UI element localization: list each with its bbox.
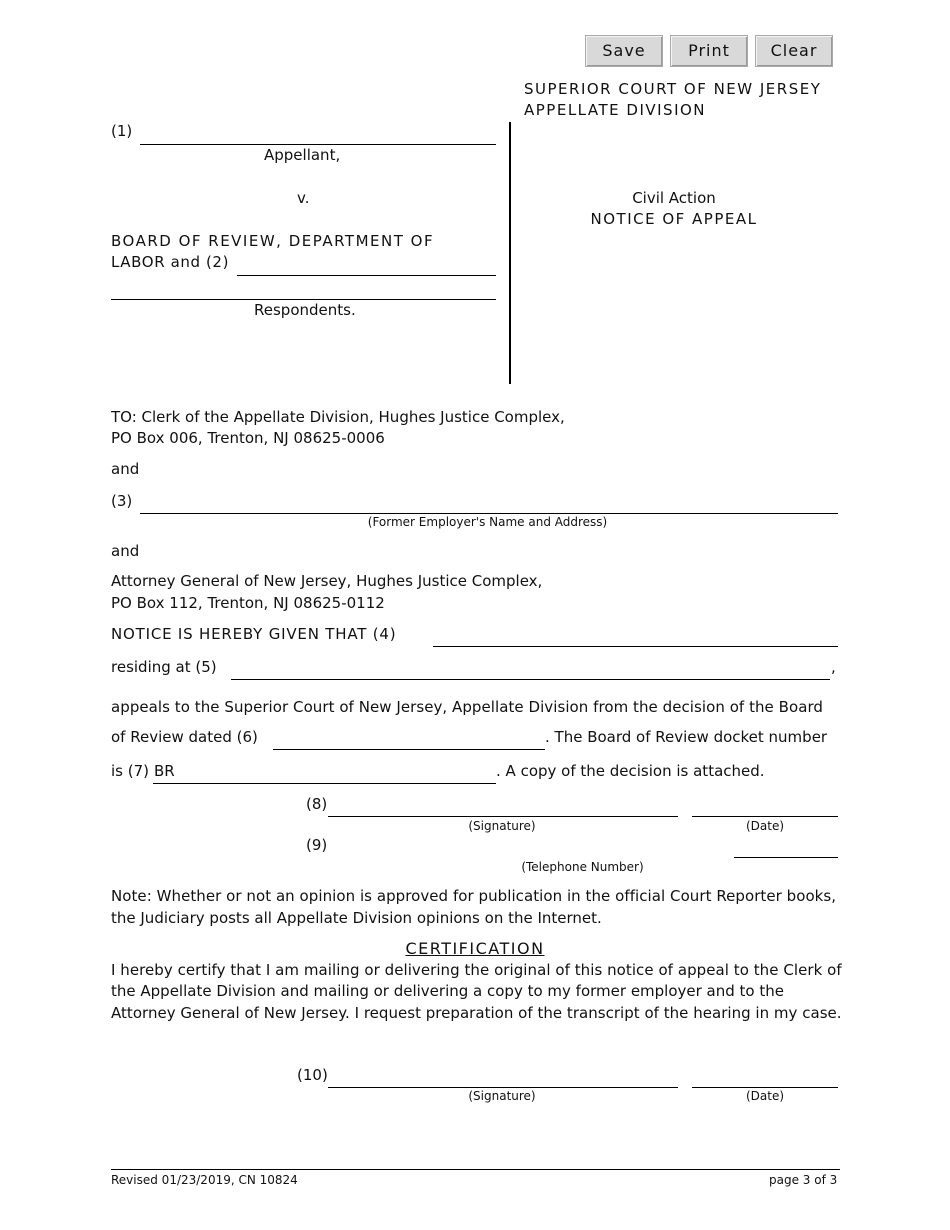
- certification-date-caption: (Date): [745, 1089, 785, 1103]
- clerk-address-line-2: PO Box 006, Trenton, NJ 08625-0006: [111, 429, 385, 447]
- signature-line: [328, 816, 678, 817]
- certification-line-3: Attorney General of New Jersey. I request preparation of the transcript of the hearing in my case.: [111, 1004, 842, 1022]
- clerk-address-line-1: TO: Clerk of the Appellate Division, Hughes Justice Complex,: [111, 408, 565, 426]
- court-division: APPELLATE DIVISION: [524, 101, 707, 119]
- docket-is-label: is (7): [111, 762, 149, 780]
- docket-text: . The Board of Review docket number: [545, 728, 828, 746]
- field-number-10: (10): [297, 1066, 328, 1084]
- decision-date-input[interactable]: [273, 730, 545, 750]
- field-number-9: (9): [306, 836, 328, 854]
- respondents-label: Respondents.: [254, 301, 356, 319]
- docket-line: [153, 783, 496, 784]
- document-title: NOTICE OF APPEAL: [590, 210, 758, 228]
- notice-line: [433, 646, 838, 647]
- clear-button[interactable]: Clear: [755, 35, 833, 67]
- employer-input[interactable]: [140, 494, 838, 514]
- residence-line: [231, 679, 830, 680]
- telephone-line: [734, 857, 838, 858]
- appellant-line: [140, 144, 496, 145]
- employer-line: [140, 513, 838, 514]
- certification-date-line: [692, 1087, 838, 1088]
- note-line-2: the Judiciary posts all Appellate Division opinions on the Internet.: [111, 909, 602, 927]
- note-line-1: Note: Whether or not an opinion is approved for publication in the official Court Reporter books,: [111, 887, 837, 905]
- signature-input[interactable]: [328, 797, 678, 817]
- residence-input[interactable]: [231, 660, 830, 680]
- field-number-8: (8): [306, 795, 328, 813]
- docket-number-input[interactable]: BR: [154, 762, 175, 780]
- appellant-name-input[interactable]: [140, 124, 496, 144]
- appeals-text: appeals to the Superior Court of New Jersey, Appellate Division from the decision of the Board: [111, 698, 823, 716]
- appellant-label: Appellant,: [264, 146, 341, 164]
- residence-comma: ,: [831, 658, 836, 676]
- respondent-line-b: [111, 299, 496, 300]
- field-number-1: (1): [111, 122, 133, 140]
- certification-date-input[interactable]: [692, 1068, 838, 1088]
- notice-given-label: NOTICE IS HEREBY GIVEN THAT (4): [111, 625, 397, 643]
- respondent-line-1: BOARD OF REVIEW, DEPARTMENT OF: [111, 232, 435, 250]
- copy-attached-text: . A copy of the decision is attached.: [496, 762, 765, 780]
- review-dated-label: of Review dated (6): [111, 728, 258, 746]
- certification-signature-input[interactable]: [328, 1068, 678, 1088]
- footer-rule: [111, 1169, 840, 1170]
- certification-signature-caption: (Signature): [468, 1089, 536, 1103]
- field-number-3: (3): [111, 492, 133, 510]
- action-type: Civil Action: [632, 189, 716, 207]
- employer-caption: (Former Employer's Name and Address): [367, 515, 608, 529]
- date-line: [692, 816, 838, 817]
- and-label-1: and: [111, 460, 140, 478]
- respondent-line-a: [237, 275, 496, 276]
- residing-label: residing at (5): [111, 658, 217, 676]
- appellant-notice-input[interactable]: [433, 627, 838, 647]
- attorney-general-line-1: Attorney General of New Jersey, Hughes Justice Complex,: [111, 572, 543, 590]
- signature-caption: (Signature): [468, 819, 536, 833]
- versus-label: v.: [297, 189, 310, 207]
- date-input[interactable]: [692, 797, 838, 817]
- date-caption: (Date): [745, 819, 785, 833]
- print-button[interactable]: Print: [670, 35, 748, 67]
- certification-line-2: the Appellate Division and mailing or delivering a copy to my former employer and to the: [111, 982, 784, 1000]
- page-number: page 3 of 3: [769, 1173, 838, 1187]
- telephone-caption: (Telephone Number): [521, 860, 644, 874]
- decision-date-line: [273, 749, 545, 750]
- certification-heading: CERTIFICATION: [405, 939, 545, 958]
- court-name: SUPERIOR COURT OF NEW JERSEY: [524, 80, 822, 98]
- caption-divider: [509, 122, 511, 384]
- save-button[interactable]: Save: [585, 35, 663, 67]
- attorney-general-line-2: PO Box 112, Trenton, NJ 08625-0112: [111, 594, 385, 612]
- and-label-2: and: [111, 542, 140, 560]
- respondent-input-2[interactable]: [111, 279, 496, 299]
- certification-signature-line: [328, 1087, 678, 1088]
- respondent-line-2: LABOR and (2): [111, 253, 230, 271]
- certification-line-1: I hereby certify that I am mailing or delivering the original of this notice of appeal to the Clerk of: [111, 961, 842, 979]
- revision-info: Revised 01/23/2019, CN 10824: [111, 1173, 298, 1187]
- respondent-input-1[interactable]: [237, 255, 496, 275]
- telephone-input[interactable]: [734, 838, 838, 858]
